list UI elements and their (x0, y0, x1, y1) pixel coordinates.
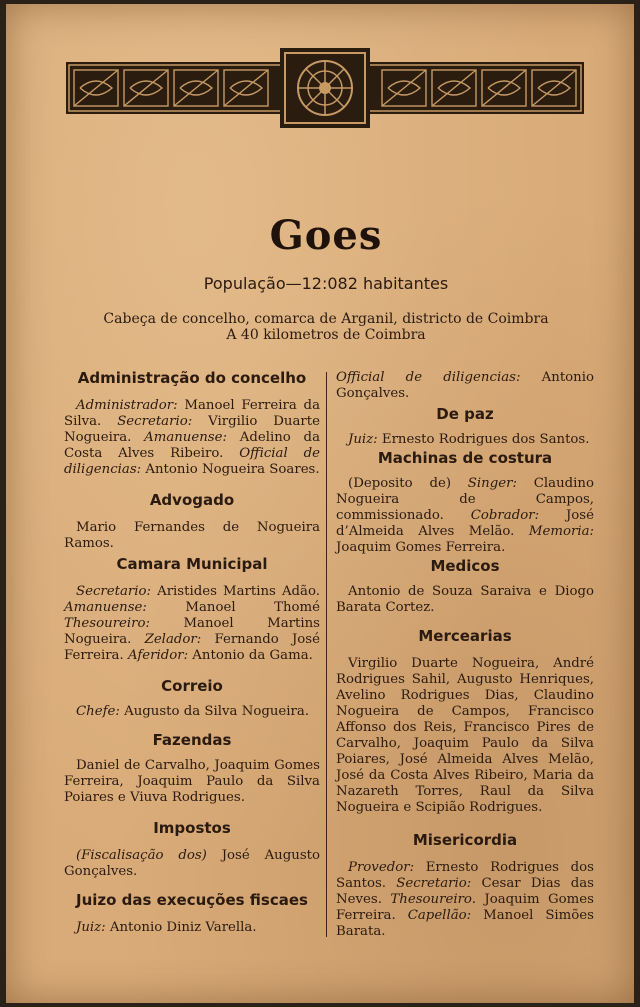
heading-impostos: Impostos (153, 819, 231, 837)
juizo-text-1: Juiz: Antonio Diniz Varella. (76, 920, 257, 935)
heading-administracao: Administração do concelho (77, 369, 307, 387)
heading-medicos: Medicos (430, 557, 500, 575)
misericordia-text: Provedor: Ernesto Rodrigues dos Santos. Secretario: Cesar Dias das Neves. Thesoureiro. Joaquim Gomes Ferreira. Capellão: Manoel Simões Barata. (336, 860, 594, 939)
heading-machinas: Machinas de costura (377, 449, 553, 467)
heading-advogado: Advogado (149, 491, 235, 509)
mercearias-text: Virgilio Duarte Nogueira, André Rodrigues Sahil, Augusto Henriques, Avelino Rodrigues Dias, Claudino Nogueira de Campos, Francisco Affonso dos Reis, Francisco Pires de Carvalho, Joaquim Paulo da Silva Poiares, José Almeida Alves Melão, José da Costa Alves Ribeiro, Maria da Nazareth Torres, Raul da Silva Nogueira e Scipião Rodrigues. (336, 656, 594, 815)
heading-fazendas: Fazendas (152, 731, 232, 749)
heading-depaz: De paz (436, 405, 494, 423)
right-column (336, 370, 594, 940)
page-title: Goes (269, 212, 383, 259)
correio-text: Chefe: Augusto da Silva Nogueira. (76, 704, 310, 719)
heading-misericordia: Misericordia (412, 831, 518, 849)
depaz-text: Juiz: Ernesto Rodrigues dos Santos. (348, 432, 590, 447)
left-column (64, 370, 320, 936)
impostos-text: (Fiscalisação dos) José Augusto Gonçalves. (64, 848, 320, 879)
camara-text: Secretario: Aristides Martins Adão. Amanuense: Manoel Thomé Thesoureiro: Manoel Martins Nogueira. Zelador: Fernando José Ferreira. Aferidor: Antonio da Gama. (64, 584, 321, 663)
heading-camara: Camara Municipal (116, 555, 268, 573)
administracao-text: Administrador: Manoel Ferreira da Silva. Secretario: Virgilio Duarte Nogueira. Amanuense: Adelino da Costa Alves Ribeiro. Official de diligencias: Antonio Nogueira Soares. (64, 398, 320, 477)
heading-juizo: Juizo das execuções fiscaes (76, 891, 308, 909)
fazendas-text: Daniel de Carvalho, Joaquim Gomes Ferreira, Joaquim Paulo da Silva Poiares e Viuva Rodrigues. (64, 758, 320, 805)
heading-mercearias: Mercearias (418, 627, 512, 645)
population: População—12:082 habitantes (203, 274, 449, 293)
subtitle (6, 311, 640, 343)
subtitle-line-2: A 40 kilometros de Coimbra (226, 327, 426, 343)
medicos-text: Antonio de Souza Saraiva e Diogo Barata Cortez. (336, 584, 594, 615)
subtitle-line-1: Cabeça de concelho, comarca de Arganil, districto de Coimbra (103, 311, 549, 327)
decorative-header-ornament (66, 48, 584, 128)
column-divider (326, 372, 327, 937)
juizo-text-2: Official de diligencias: Antonio Gonçalves. (336, 370, 594, 401)
machinas-text: (Deposito de) Singer: Claudino Nogueira de Campos, commissionado. Cobrador: José d’Almeida Alves Melão. Memoria: Joaquim Gomes Ferreira. (336, 476, 594, 555)
heading-correio: Correio (161, 677, 223, 695)
page (6, 4, 634, 1003)
advogado-text: Mario Fernandes de Nogueira Ramos. (64, 520, 320, 551)
